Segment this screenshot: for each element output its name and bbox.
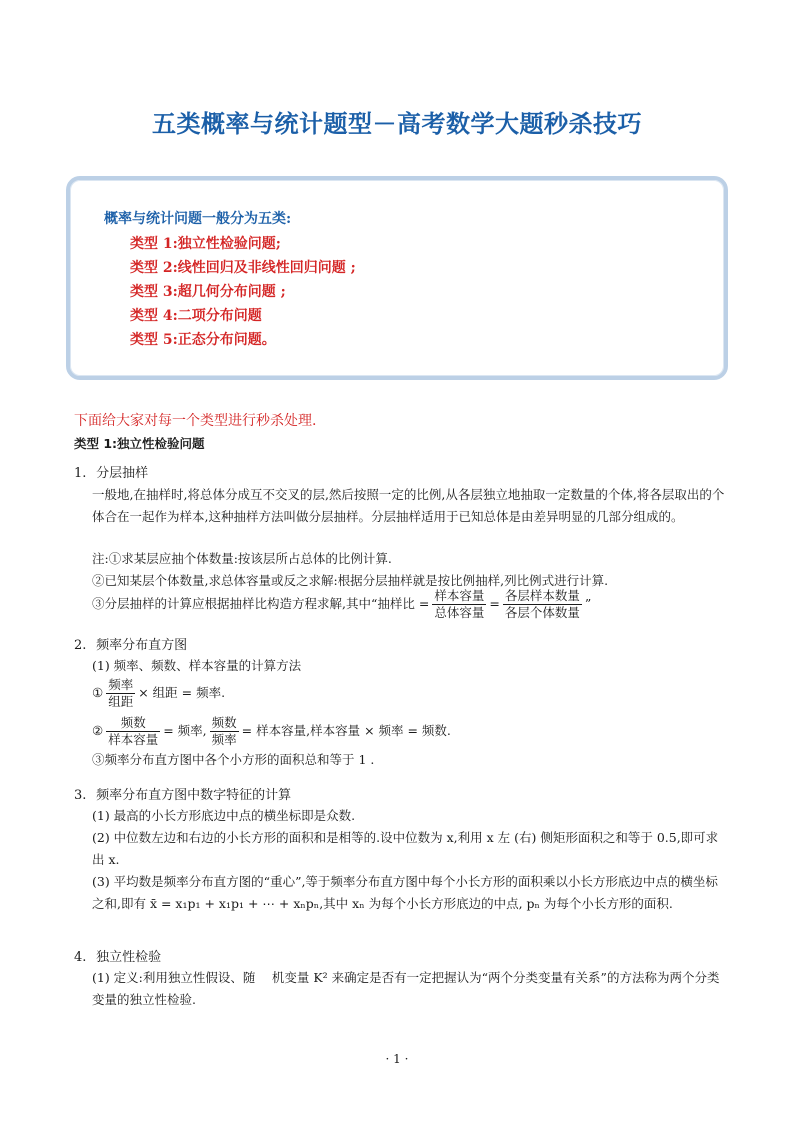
fraction-numerator: 频数 — [211, 715, 237, 730]
note3-suffix: ” — [584, 596, 592, 611]
summary-heading: 概率与统计问题一般分为五类: — [104, 211, 292, 227]
page-number: · 1 · — [385, 1052, 409, 1066]
count-per-frequency-fraction — [210, 715, 239, 748]
item1-note1: 注:①求某层应抽个体数量:按该层所占总体的比例计算. — [92, 551, 392, 566]
item2-formula2 — [92, 715, 451, 748]
fraction-denominator: 组距 — [108, 694, 134, 709]
frequency-per-width-fraction — [106, 677, 135, 710]
list-item: 类型 3:超几何分布问题 ; — [130, 284, 286, 300]
section-heading: 类型 1:独立性检验问题 — [74, 436, 205, 451]
list-item: 类型 4:二项分布问题 — [130, 308, 262, 324]
item3-heading — [74, 784, 291, 803]
type-list — [130, 232, 356, 352]
note3-prefix: ③分层抽样的计算应根据抽样比构造方程求解,其中“抽样比 = — [92, 596, 430, 611]
formula-prefix: ① — [92, 685, 104, 700]
item4-heading — [74, 946, 161, 965]
list-item: 类型 5:正态分布问题。 — [130, 332, 276, 348]
item4-line1: (1) 定义:利用独立性假设、随 机变量 K² 来确定是否有一定把握认为“两个分类变量有关系”的方法称为两个分类变量的独立性检验. — [92, 970, 720, 1007]
intro-text: 下面给大家对每一个类型进行秒杀处理. — [74, 413, 317, 429]
item1-note3 — [92, 588, 728, 621]
item2-formula3: ③频率分布直方图中各个小方形的面积总和等于 1 . — [92, 752, 375, 767]
item-title: 频率分布直方图中数字特征的计算 — [96, 788, 292, 803]
item-number: 3. — [74, 788, 87, 803]
item3-line2: (2) 中位数左边和右边的小长方形的面积和是相等的.设中位数为 x,利用 x 左 (右) 侧矩形面积之和等于 0.5,即可求出 x. — [92, 830, 719, 867]
item3-line3: (3) 平均数是频率分布直方图的“重心”,等于频率分布直方图中每个小长方形的面积乘以小长方形底边中点的横坐标之和,即有 x̄ = x₁p₁ + x₁p₁ + ⋯ + xₙpₙ,其中 xₙ 为每个小长方形底边的中点, pₙ 为每个小长方形的面积. — [92, 874, 718, 911]
item1-heading — [74, 462, 148, 481]
equals-sign: = — [489, 596, 500, 611]
item2-formula1 — [92, 677, 225, 710]
sampling-ratio-fraction — [432, 588, 486, 621]
item-number: 2. — [74, 638, 87, 653]
fraction-denominator: 频率 — [211, 732, 237, 747]
item3-line1: (1) 最高的小长方形底边中点的横坐标即是众数. — [92, 808, 356, 823]
item1-note2: ②已知某层个体数量,求总体容量或反之求解:根据分层抽样就是按比例抽样,列比例式进行计算. — [92, 573, 609, 588]
item1-paragraph: 一般地,在抽样时,将总体分成互不交叉的层,然后按照一定的比例,从各层独立地抽取一定数量的个体,将各层取出的个体合在一起作为样本,这种抽样方法叫做分层抽样。分层抽样适用于已知总体是由差异明显的几部分组成的。 — [92, 487, 725, 524]
formula-suffix: × 组距 = 频率. — [138, 685, 226, 700]
layer-ratio-fraction — [503, 588, 582, 621]
formula-prefix: ② — [92, 723, 104, 738]
formula-mid: = 频率, — [163, 723, 207, 738]
fraction-numerator: 频数 — [106, 715, 160, 732]
fraction-denominator: 总体容量 — [434, 605, 485, 620]
item-number: 1. — [74, 466, 87, 481]
item2-sub1: (1) 频率、频数、样本容量的计算方法 — [92, 658, 302, 673]
item-number: 4. — [74, 950, 87, 965]
item-title: 分层抽样 — [96, 466, 149, 481]
formula-suffix: = 样本容量,样本容量 × 频率 = 频数. — [241, 723, 451, 738]
fraction-numerator: 各层样本数量 — [504, 588, 580, 603]
fraction-numerator: 样本容量 — [434, 588, 485, 603]
list-item: 类型 1:独立性检验问题; — [130, 236, 281, 252]
item-title: 频率分布直方图 — [96, 638, 188, 653]
fraction-denominator: 样本容量 — [108, 732, 159, 747]
list-item: 类型 2:线性回归及非线性回归问题 ; — [130, 260, 356, 276]
fraction-numerator: 频率 — [108, 677, 134, 692]
fraction-denominator: 各层个体数量 — [504, 605, 580, 620]
page-title: 五类概率与统计题型－高考数学大题秒杀技巧 — [152, 110, 642, 138]
item2-heading — [74, 634, 187, 653]
count-per-sample-fraction — [106, 715, 160, 748]
item-title: 独立性检验 — [96, 950, 162, 965]
